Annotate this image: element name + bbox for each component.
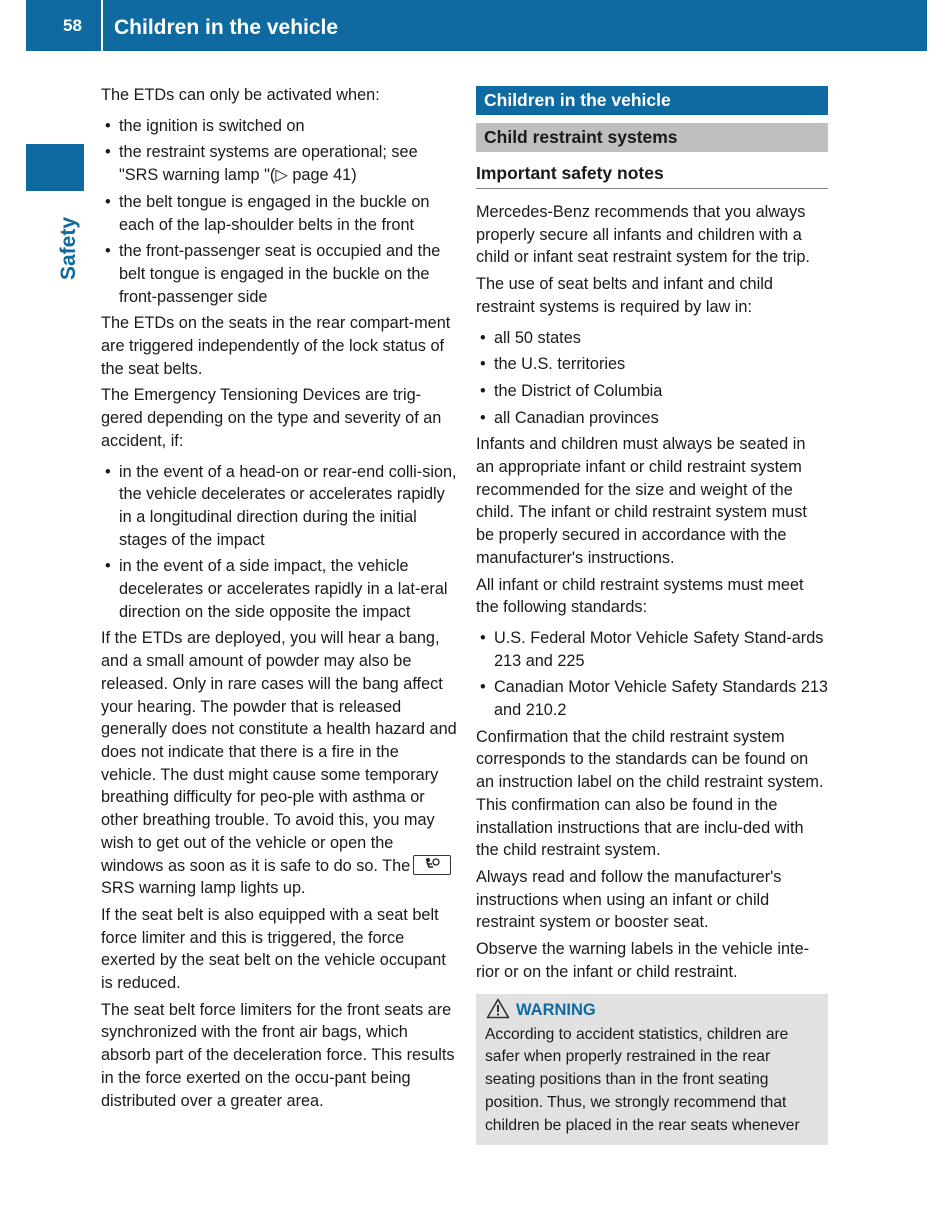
warning-text: According to accident statistics, children are safer when properly restrained in the rear seating positions than in the front seating position. Thus, we strongly recommend that children be placed in the rear seats whenever bbox=[485, 1025, 800, 1134]
warning-heading bbox=[485, 998, 820, 1021]
side-tab-label: Safety bbox=[57, 216, 80, 280]
list-item-text: Canadian Motor Vehicle Safety Standards 213 and 210.2 bbox=[494, 678, 828, 720]
deployed-text-part-a: If the ETDs are deployed, you will hear a bang, and a small amount of powder may also be released. Only in rare cases will the bang affect your hearing. The powder that is released generally does not constitute a health hazard and does not indicate that there is a fire in the vehicle. The dust might cause some temporary breathing difficulty for peo-ple with asthma or other breathing trouble. To avoid this, you may wish to get out of the vehicle or open the windows as soon as it is safe to do so. The bbox=[101, 629, 457, 875]
etd-trigger-text: The Emergency Tensioning Devices are trig-gered depending on the type and severity of an accident, if: bbox=[101, 386, 442, 450]
list-item bbox=[101, 555, 457, 623]
force-limiter-sync-text: The seat belt force limiters for the front seats are synchronized with the front air bags, which absorb part of the deceleration force. This results in the force exerted on the occu-pant being distributed over a greater area. bbox=[101, 1000, 455, 1110]
list-item bbox=[101, 191, 457, 236]
side-tab-marker bbox=[26, 144, 84, 191]
list-item bbox=[476, 627, 828, 672]
standards-list bbox=[476, 627, 828, 722]
list-item bbox=[101, 115, 457, 138]
bullet-icon: • bbox=[480, 678, 486, 697]
bullet-icon: • bbox=[480, 381, 486, 400]
warning-box bbox=[476, 994, 828, 1146]
bullet-icon: • bbox=[105, 192, 111, 211]
deployed-text-part-b: SRS warning lamp lights up. bbox=[101, 879, 306, 898]
trigger-events-list bbox=[101, 461, 457, 624]
list-item-text: the belt tongue is engaged in the buckle on each of the lap-shoulder belts in the front bbox=[119, 192, 430, 234]
bullet-icon: • bbox=[105, 116, 111, 135]
list-item bbox=[476, 380, 828, 403]
recommendation-text: Mercedes-Benz recommends that you always properly secure all infants and children with a child or infant seat restraint system for the trip. bbox=[476, 203, 810, 267]
rear-etd-text: The ETDs on the seats in the rear compart-ment are triggered independently of the lock status of the seat belts. bbox=[101, 314, 451, 378]
header-title: Children in the vehicle bbox=[114, 16, 339, 39]
list-item-text: U.S. Federal Motor Vehicle Safety Stand-ards 213 and 225 bbox=[494, 628, 824, 670]
standards-intro: All infant or child restraint systems must meet the following standards: bbox=[476, 575, 804, 617]
read-instructions-text: Always read and follow the manufacturer's instructions when using an infant or child restraint system or booster seat. bbox=[476, 867, 782, 932]
page-header bbox=[26, 0, 927, 51]
observe-labels-text: Observe the warning labels in the vehicle inte-rior or on the infant or child restraint. bbox=[476, 940, 810, 981]
list-item-text: the front-passenger seat is occupied and the belt tongue is engaged in the buckle on the front-passenger side bbox=[119, 242, 441, 306]
list-item-text: all Canadian provinces bbox=[494, 408, 659, 427]
header-divider bbox=[101, 0, 103, 51]
bullet-icon: • bbox=[105, 242, 111, 261]
etd-intro: The ETDs can only be activated when: bbox=[101, 86, 380, 104]
warning-triangle-icon bbox=[486, 998, 510, 1019]
bullet-icon: • bbox=[480, 328, 486, 347]
seating-text: Infants and children must always be seated in an appropriate infant or child restraint system recommended for the size and weight of the child. The infant or child restraint system must be properly secured in accordance with the manufacturer's instructions. bbox=[476, 435, 807, 567]
bullet-icon: • bbox=[105, 143, 111, 162]
list-item bbox=[101, 461, 457, 552]
list-item bbox=[476, 353, 828, 376]
etd-conditions-list bbox=[101, 115, 457, 309]
list-item bbox=[476, 676, 828, 721]
etd-deployed-text bbox=[101, 627, 457, 899]
bullet-icon: • bbox=[480, 628, 486, 647]
right-column bbox=[476, 84, 828, 1145]
list-item-text: the District of Columbia bbox=[494, 381, 663, 400]
page-number: 58 bbox=[63, 16, 82, 35]
safety-notes-heading: Important safety notes bbox=[476, 152, 828, 189]
bullet-icon: • bbox=[480, 408, 486, 427]
jurisdictions-list bbox=[476, 327, 828, 430]
list-item-text: the ignition is switched on bbox=[119, 116, 305, 135]
list-item bbox=[101, 240, 457, 308]
list-item bbox=[476, 407, 828, 430]
list-item-text: the U.S. territories bbox=[494, 355, 626, 374]
subsection-title-bar: Child restraint systems bbox=[476, 123, 828, 152]
list-item-text: the restraint systems are operational; see "SRS warning lamp "(▷ page 41) bbox=[119, 143, 418, 185]
section-title-bar: Children in the vehicle bbox=[476, 86, 828, 115]
airbag-warning-icon bbox=[413, 855, 451, 875]
confirmation-text: Confirmation that the child restraint system corresponds to the standards can be found on an instruction label on the child restraint system. This confirmation can also be found in the installation instructions that are inclu-ded with the child restraint system. bbox=[476, 727, 824, 860]
list-item-text: in the event of a side impact, the vehicle decelerates or accelerates rapidly in a lat-eral direction on the side opposite the impact bbox=[119, 557, 448, 621]
left-column bbox=[101, 84, 457, 1116]
list-item bbox=[476, 327, 828, 350]
law-text: The use of seat belts and infant and child restraint systems is required by law in: bbox=[476, 275, 773, 316]
force-limiter-text: If the seat belt is also equipped with a seat belt force limiter and this is triggered, the force exerted by the seat belt on the vehicle occupant is reduced. bbox=[101, 905, 446, 993]
warning-title: WARNING bbox=[516, 1000, 596, 1019]
bullet-icon: • bbox=[105, 557, 111, 576]
list-item-text: in the event of a head-on or rear-end colli-sion, the vehicle decelerates or accelerates rapidly in a longitudinal direction during the initial stages of the impact bbox=[119, 462, 457, 549]
bullet-icon: • bbox=[480, 355, 486, 374]
side-tab bbox=[56, 203, 82, 283]
list-item bbox=[101, 141, 457, 186]
list-item-text: all 50 states bbox=[494, 328, 581, 347]
bullet-icon: • bbox=[105, 462, 111, 481]
